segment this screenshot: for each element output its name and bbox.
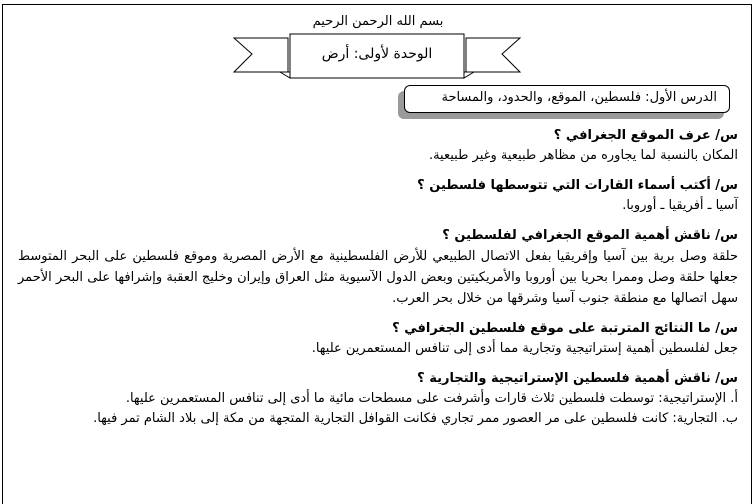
basmala: بسم الله الرحمن الرحيم: [312, 14, 444, 29]
question-heading: س/ عرف الموقع الجغرافي ؟: [553, 128, 738, 143]
answer-text: جعل لفلسطين أهمية إستراتيجية وتجارية مما أدى إلى تنافس المستعمرين عليها.: [311, 341, 738, 356]
qa-section-continents: [18, 176, 738, 216]
answer-text: آسيا ـ أفريقيا ـ أوروبا.: [622, 198, 738, 213]
lesson-title: الدرس الأول: فلسطين، الموقع، والحدود، والمساحة: [441, 90, 717, 105]
qa-section-definition: [18, 126, 738, 166]
unit-title-banner: [232, 32, 522, 82]
question-heading: س/ أكتب أسماء القارات التي تتوسطها فلسطين ؟: [417, 178, 738, 193]
question-heading: س/ ما النتائج المترتبة على موقع فلسطين الجغرافي ؟: [392, 321, 738, 336]
answer-text: حلقة وصل برية بين آسيا وإفريقيا بفعل الاتصال الطبيعي للأرض الفلسطينية مع الأرض المصرية وموقع فلسطين على البحر المتوسط جعلها حلقة وصل وممرا بحريا بين أوروبا والأمريكيتين وبعض الدول الآسيوية مثل العراق وإيران وخليج العقبة وإشرافها على البحر الأحمر سهل اتصالها مع منطقة جنوب آسيا وشرقها من خلال بحر العرب.: [18, 249, 738, 306]
answer-item-b: ب. التجارية: كانت فلسطين على مر العصور ممر تجاري فكانت القوافل التجارية المتجهة من مكة إلى بلاد الشام تمر فيها.: [93, 411, 738, 426]
qa-section-consequences: [18, 319, 738, 359]
question-heading: س/ ناقش أهمية فلسطين الإستراتيجية والتجارية ؟: [417, 371, 738, 386]
answer-text: المكان بالنسبة لما يجاوره من مظاهر طبيعية وغير طبيعية.: [428, 148, 738, 163]
document-body: [18, 126, 738, 437]
unit-title: الوحدة لأولى: أرض: [321, 46, 433, 62]
qa-section-location-importance: [18, 226, 738, 309]
qa-section-strategic-commercial: [18, 369, 738, 429]
question-heading: س/ ناقش أهمية الموقع الجغرافي لفلسطين ؟: [442, 228, 738, 243]
lesson-title-box: [404, 85, 730, 113]
answer-item-a: أ. الإستراتيجية: توسطت فلسطين ثلاث قارات وأشرفت على مسطحات مائية ما أدى إلى تنافس المستعمرين عليها.: [125, 391, 738, 406]
